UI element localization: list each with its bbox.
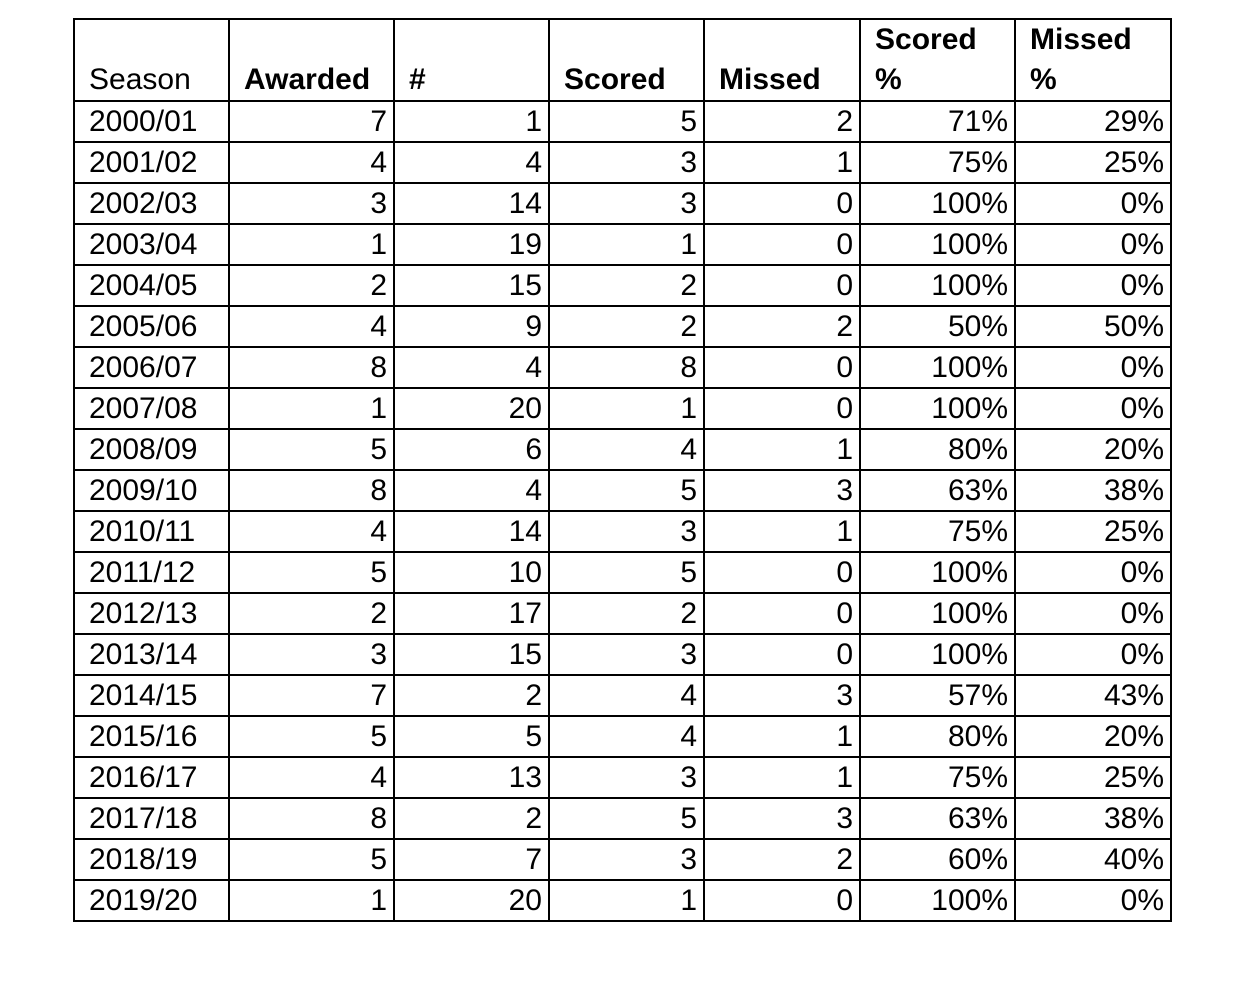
header-row <box>74 19 1171 101</box>
cell-missed-percent: 0% <box>1015 552 1171 593</box>
cell-missed-percent: 0% <box>1015 634 1171 675</box>
cell-scored-percent: 80% <box>860 716 1015 757</box>
cell-scored-percent: 63% <box>860 470 1015 511</box>
cell-scored-percent: 71% <box>860 101 1015 142</box>
table-row <box>74 593 1171 634</box>
table-body <box>74 101 1171 921</box>
cell-rank: 19 <box>394 224 549 265</box>
cell-awarded: 4 <box>229 511 394 552</box>
cell-awarded: 4 <box>229 306 394 347</box>
cell-scored-percent: 80% <box>860 429 1015 470</box>
table-row <box>74 183 1171 224</box>
table-row <box>74 839 1171 880</box>
table-row <box>74 429 1171 470</box>
cell-missed-percent: 0% <box>1015 593 1171 634</box>
cell-season: 2004/05 <box>74 265 229 306</box>
cell-season: 2009/10 <box>74 470 229 511</box>
cell-season: 2017/18 <box>74 798 229 839</box>
cell-rank: 4 <box>394 142 549 183</box>
table-header <box>74 19 1171 101</box>
cell-awarded: 5 <box>229 716 394 757</box>
cell-missed: 1 <box>704 142 860 183</box>
cell-season: 2018/19 <box>74 839 229 880</box>
cell-rank: 7 <box>394 839 549 880</box>
cell-missed-percent: 40% <box>1015 839 1171 880</box>
header-missed: Missed <box>704 19 860 101</box>
table-row <box>74 552 1171 593</box>
cell-scored: 2 <box>549 593 704 634</box>
cell-season: 2011/12 <box>74 552 229 593</box>
cell-awarded: 2 <box>229 265 394 306</box>
penalty-stats-table <box>73 18 1172 922</box>
cell-scored: 3 <box>549 183 704 224</box>
cell-scored: 2 <box>549 265 704 306</box>
cell-missed-percent: 0% <box>1015 388 1171 429</box>
table-row <box>74 306 1171 347</box>
table-row <box>74 511 1171 552</box>
cell-scored: 4 <box>549 675 704 716</box>
cell-rank: 17 <box>394 593 549 634</box>
cell-scored: 3 <box>549 511 704 552</box>
cell-awarded: 8 <box>229 347 394 388</box>
cell-rank: 4 <box>394 347 549 388</box>
cell-scored-percent: 100% <box>860 265 1015 306</box>
cell-scored-percent: 100% <box>860 634 1015 675</box>
cell-scored: 5 <box>549 552 704 593</box>
cell-rank: 15 <box>394 265 549 306</box>
cell-rank: 14 <box>394 183 549 224</box>
cell-missed: 1 <box>704 511 860 552</box>
cell-scored-percent: 100% <box>860 880 1015 921</box>
cell-awarded: 3 <box>229 634 394 675</box>
cell-season: 2001/02 <box>74 142 229 183</box>
cell-awarded: 5 <box>229 552 394 593</box>
cell-awarded: 1 <box>229 388 394 429</box>
cell-season: 2008/09 <box>74 429 229 470</box>
cell-missed-percent: 43% <box>1015 675 1171 716</box>
cell-scored: 1 <box>549 388 704 429</box>
cell-rank: 13 <box>394 757 549 798</box>
cell-missed: 0 <box>704 183 860 224</box>
cell-awarded: 5 <box>229 839 394 880</box>
cell-missed: 0 <box>704 593 860 634</box>
cell-awarded: 5 <box>229 429 394 470</box>
cell-scored: 5 <box>549 798 704 839</box>
cell-season: 2007/08 <box>74 388 229 429</box>
table-row <box>74 757 1171 798</box>
cell-season: 2006/07 <box>74 347 229 388</box>
cell-season: 2002/03 <box>74 183 229 224</box>
cell-scored: 4 <box>549 429 704 470</box>
cell-awarded: 1 <box>229 224 394 265</box>
cell-missed-percent: 38% <box>1015 798 1171 839</box>
cell-missed-percent: 0% <box>1015 224 1171 265</box>
cell-awarded: 8 <box>229 470 394 511</box>
cell-scored-percent: 100% <box>860 593 1015 634</box>
cell-season: 2013/14 <box>74 634 229 675</box>
cell-missed: 0 <box>704 224 860 265</box>
cell-missed: 1 <box>704 757 860 798</box>
cell-missed: 0 <box>704 388 860 429</box>
cell-missed: 3 <box>704 675 860 716</box>
cell-season: 2012/13 <box>74 593 229 634</box>
cell-rank: 9 <box>394 306 549 347</box>
cell-scored: 3 <box>549 839 704 880</box>
cell-scored-percent: 100% <box>860 347 1015 388</box>
cell-missed: 1 <box>704 429 860 470</box>
table-row <box>74 347 1171 388</box>
cell-season: 2016/17 <box>74 757 229 798</box>
header-season: Season <box>74 19 229 101</box>
cell-scored-percent: 75% <box>860 142 1015 183</box>
cell-missed-percent: 20% <box>1015 716 1171 757</box>
cell-scored: 3 <box>549 142 704 183</box>
cell-missed-percent: 50% <box>1015 306 1171 347</box>
cell-missed-percent: 25% <box>1015 511 1171 552</box>
cell-awarded: 4 <box>229 757 394 798</box>
cell-scored: 5 <box>549 470 704 511</box>
table-row <box>74 675 1171 716</box>
header-missed-percent: Missed % <box>1015 19 1171 101</box>
cell-missed: 2 <box>704 306 860 347</box>
cell-scored: 1 <box>549 880 704 921</box>
table-row <box>74 142 1171 183</box>
cell-season: 2010/11 <box>74 511 229 552</box>
cell-missed-percent: 38% <box>1015 470 1171 511</box>
table-row <box>74 716 1171 757</box>
cell-rank: 20 <box>394 388 549 429</box>
table-row <box>74 224 1171 265</box>
cell-scored: 2 <box>549 306 704 347</box>
cell-missed-percent: 29% <box>1015 101 1171 142</box>
cell-missed: 0 <box>704 634 860 675</box>
cell-missed: 3 <box>704 470 860 511</box>
cell-rank: 15 <box>394 634 549 675</box>
cell-scored-percent: 100% <box>860 552 1015 593</box>
cell-missed-percent: 0% <box>1015 880 1171 921</box>
cell-season: 2019/20 <box>74 880 229 921</box>
cell-missed-percent: 25% <box>1015 757 1171 798</box>
cell-scored-percent: 100% <box>860 224 1015 265</box>
cell-scored-percent: 100% <box>860 183 1015 224</box>
cell-scored: 5 <box>549 101 704 142</box>
cell-rank: 2 <box>394 798 549 839</box>
cell-awarded: 8 <box>229 798 394 839</box>
cell-awarded: 4 <box>229 142 394 183</box>
cell-missed-percent: 0% <box>1015 183 1171 224</box>
cell-scored: 4 <box>549 716 704 757</box>
cell-scored-percent: 75% <box>860 511 1015 552</box>
cell-scored-percent: 57% <box>860 675 1015 716</box>
cell-awarded: 7 <box>229 675 394 716</box>
cell-awarded: 7 <box>229 101 394 142</box>
cell-season: 2000/01 <box>74 101 229 142</box>
cell-rank: 20 <box>394 880 549 921</box>
cell-rank: 1 <box>394 101 549 142</box>
cell-missed: 2 <box>704 839 860 880</box>
cell-missed: 0 <box>704 347 860 388</box>
cell-scored-percent: 75% <box>860 757 1015 798</box>
table-row <box>74 880 1171 921</box>
table-row <box>74 388 1171 429</box>
cell-missed: 0 <box>704 265 860 306</box>
cell-season: 2003/04 <box>74 224 229 265</box>
cell-season: 2014/15 <box>74 675 229 716</box>
table-row <box>74 101 1171 142</box>
cell-rank: 4 <box>394 470 549 511</box>
cell-season: 2015/16 <box>74 716 229 757</box>
cell-missed: 0 <box>704 880 860 921</box>
cell-missed: 2 <box>704 101 860 142</box>
header-awarded: Awarded <box>229 19 394 101</box>
table-row <box>74 470 1171 511</box>
cell-season: 2005/06 <box>74 306 229 347</box>
table-row <box>74 634 1171 675</box>
header-scored: Scored <box>549 19 704 101</box>
cell-scored-percent: 50% <box>860 306 1015 347</box>
cell-scored: 3 <box>549 757 704 798</box>
cell-missed-percent: 25% <box>1015 142 1171 183</box>
cell-missed: 0 <box>704 552 860 593</box>
cell-scored: 8 <box>549 347 704 388</box>
cell-scored-percent: 63% <box>860 798 1015 839</box>
cell-scored-percent: 100% <box>860 388 1015 429</box>
cell-awarded: 3 <box>229 183 394 224</box>
table-row <box>74 798 1171 839</box>
cell-awarded: 2 <box>229 593 394 634</box>
cell-rank: 10 <box>394 552 549 593</box>
cell-scored: 3 <box>549 634 704 675</box>
cell-missed-percent: 0% <box>1015 347 1171 388</box>
cell-scored-percent: 60% <box>860 839 1015 880</box>
cell-rank: 6 <box>394 429 549 470</box>
cell-awarded: 1 <box>229 880 394 921</box>
header-rank: # <box>394 19 549 101</box>
header-scored-percent: Scored % <box>860 19 1015 101</box>
cell-rank: 5 <box>394 716 549 757</box>
cell-missed-percent: 0% <box>1015 265 1171 306</box>
cell-missed-percent: 20% <box>1015 429 1171 470</box>
cell-rank: 2 <box>394 675 549 716</box>
cell-scored: 1 <box>549 224 704 265</box>
cell-missed: 3 <box>704 798 860 839</box>
table-row <box>74 265 1171 306</box>
cell-missed: 1 <box>704 716 860 757</box>
cell-rank: 14 <box>394 511 549 552</box>
